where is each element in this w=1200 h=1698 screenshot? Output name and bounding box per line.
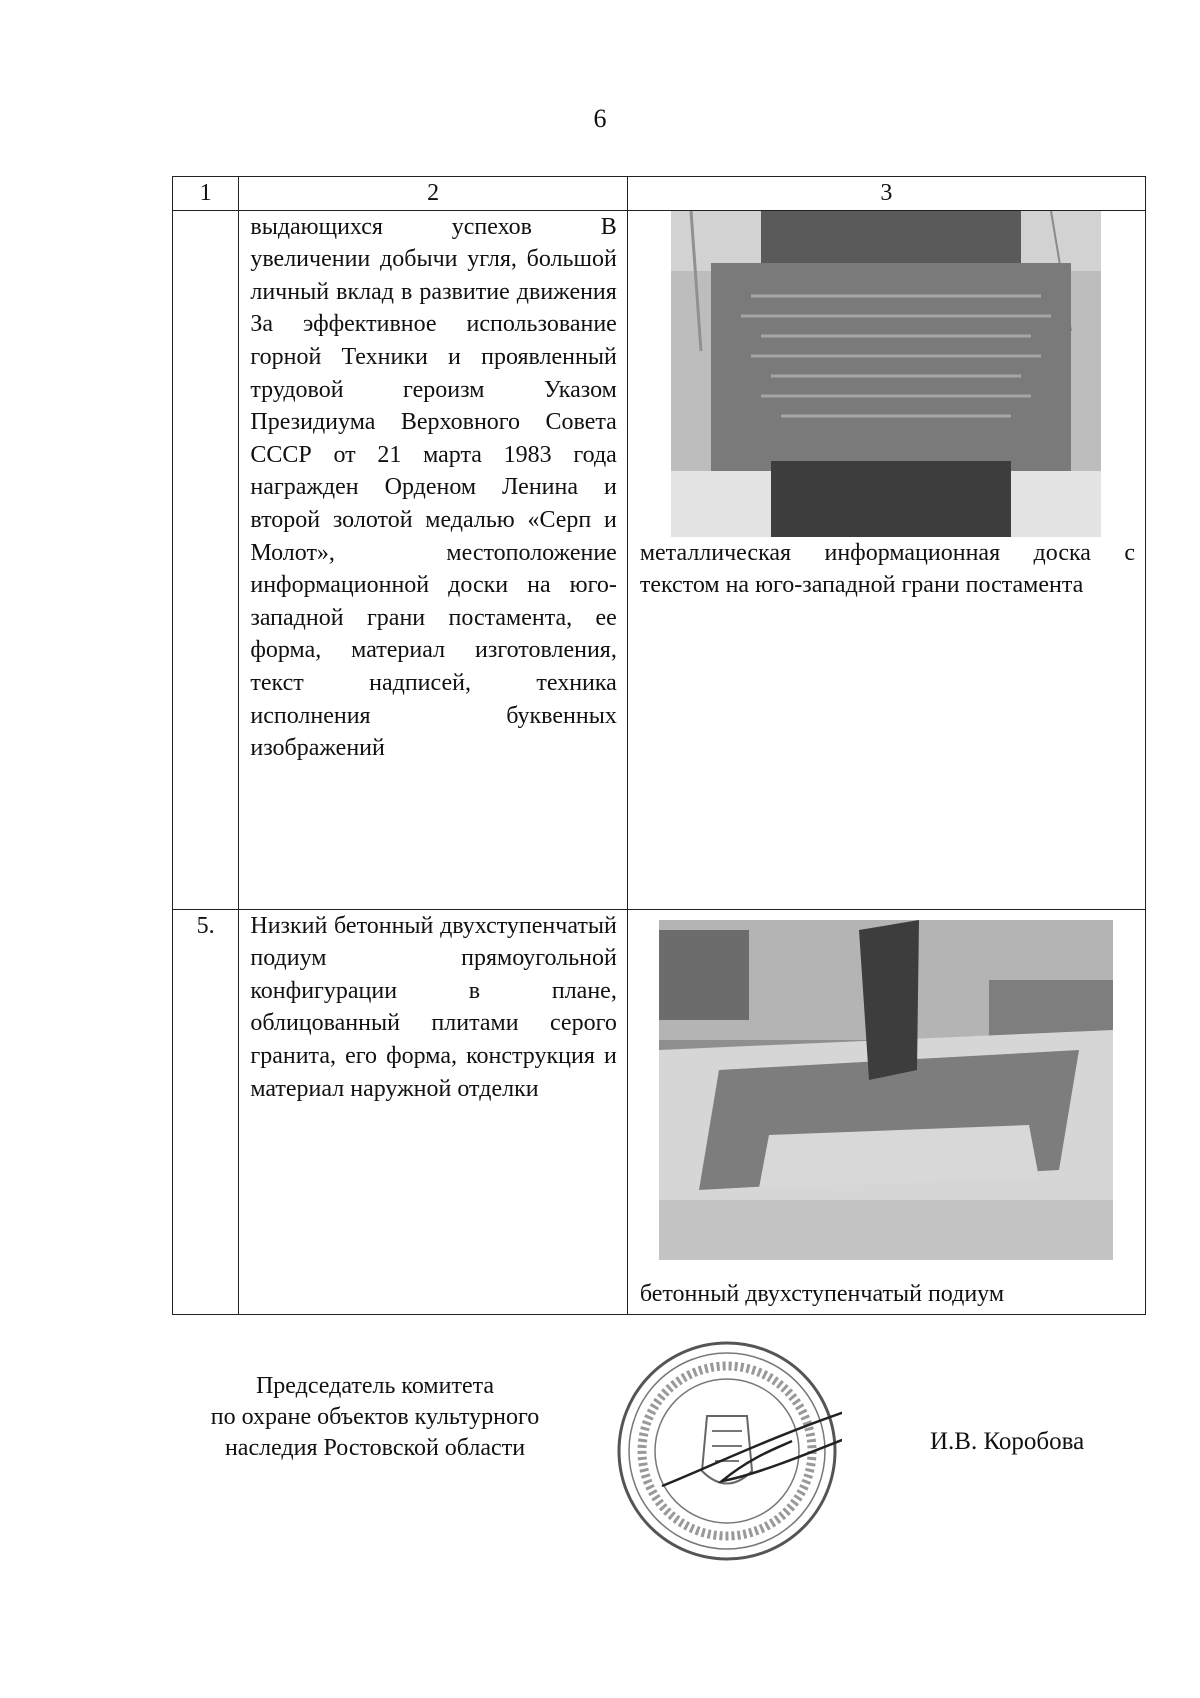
row-description: Низкий бетонный двухступенчатый подиум прямоугольной конфигурации в плане, облицованный плитами серого гранита, его форма, конструкция и материал наружной отделки [250,912,617,1102]
page-number: 6 [593,104,607,133]
position-line: по охране объектов культурного [210,1404,540,1430]
table-header-row [173,177,1146,211]
row-number [173,210,239,909]
row-number: 5. [173,909,239,1314]
row-photo-cell [627,909,1145,1314]
row-description-cell [239,210,627,909]
official-seal [612,1336,842,1566]
monument-table [172,176,1146,1315]
signatory-position [170,1371,580,1464]
photo-caption: металлическая информационная доска с текстом на юго-западной грани постамента [639,539,1135,599]
header-col-1: 1 [173,177,239,211]
row-description-cell [239,909,627,1314]
header-col-3: 3 [627,177,1145,211]
row-description: выдающихся успехов В увеличении добычи угля, большой личный вклад в развитие движения За эффективное использование горной Техники и проявленный трудовой героизм Указом Президиума Верховного Совета СССР от 21 марта 1983 года награжден Орденом Ленина и второй золотой медалью «Серп и Молот», местоположение информационной доски на юго-западной грани постамента, ее форма, материал изготовления, текст надписей, техника исполнения буквенных изображений [250,213,617,762]
position-line: Председатель комитета [255,1373,495,1399]
signatory-name: И.В. Коробова [930,1428,1085,1455]
photo-caption: бетонный двухступенчатый подиум [639,1280,1005,1307]
table-row [173,210,1146,909]
handwritten-signature [662,1403,842,1486]
position-line: наследия Ростовской области [224,1435,526,1461]
header-col-2: 2 [239,177,627,211]
row-photo-cell [627,210,1145,909]
photo-information-plaque [671,211,1101,537]
table-row [173,909,1146,1314]
photo-concrete-podium [659,920,1113,1260]
